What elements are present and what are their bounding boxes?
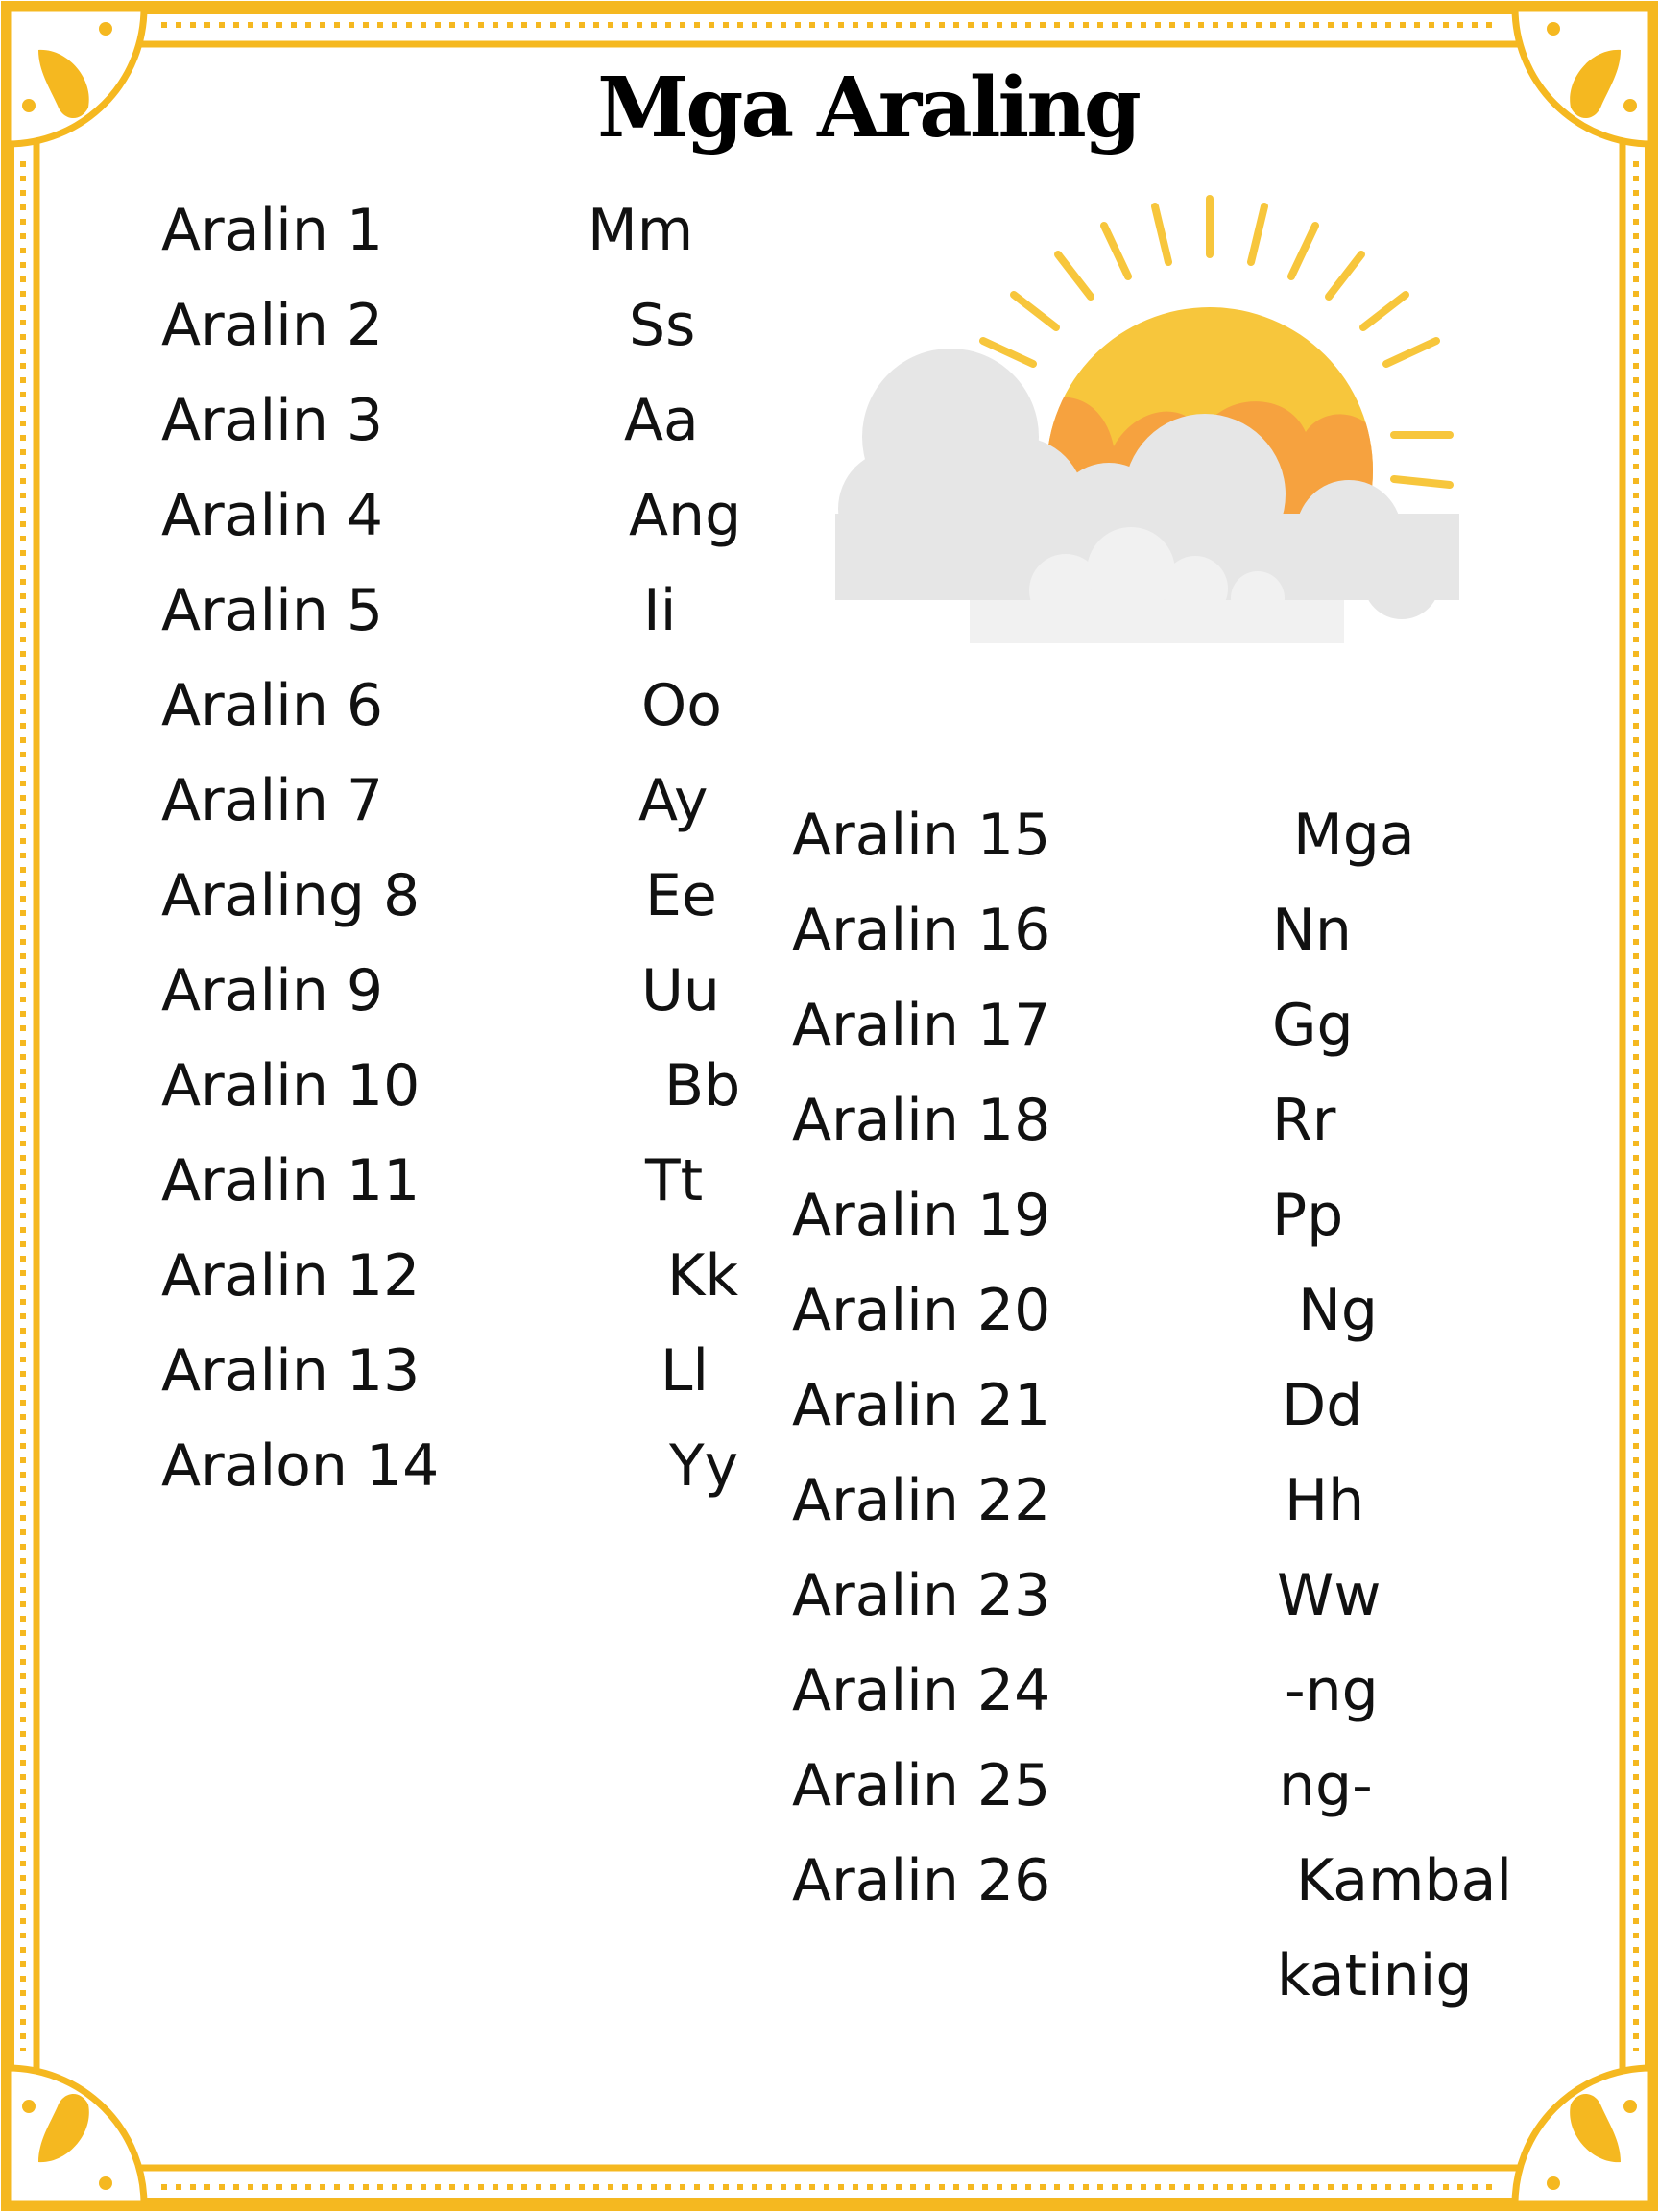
lesson-label: Aralin 1	[161, 197, 384, 264]
lesson-letter: -ng	[1285, 1657, 1379, 1724]
lesson-letter: Pp	[1272, 1182, 1344, 1249]
lesson-label: Aralin 13	[161, 1337, 421, 1405]
lesson-letter: Hh	[1285, 1467, 1365, 1534]
lesson-letter: Ll	[661, 1337, 709, 1405]
lesson-label: Aralin 23	[792, 1562, 1051, 1629]
corner-ornament-icon	[1515, 2068, 1651, 2204]
sun-icon	[826, 187, 1459, 658]
lesson-letter: Ww	[1277, 1562, 1382, 1629]
lesson-label: Aralin 15	[792, 802, 1051, 869]
lesson-letter: Ng	[1298, 1277, 1378, 1344]
lesson-letter: Nn	[1272, 897, 1352, 964]
lesson-label: Aralin 21	[792, 1372, 1051, 1439]
lesson-letter: Ss	[629, 292, 696, 359]
lesson-label: Aralin 5	[161, 577, 384, 644]
corner-ornament-icon	[8, 2068, 144, 2204]
lesson-letter: Uu	[641, 957, 720, 1024]
lesson-label: Aralin 12	[161, 1242, 421, 1310]
lesson-letter: Bb	[664, 1052, 741, 1119]
lesson-letter: Oo	[641, 672, 722, 739]
lesson-label: Aralin 17	[792, 992, 1051, 1059]
lesson-label: Aralin 3	[161, 387, 384, 454]
lesson-label: Aralin 7	[161, 767, 384, 834]
lesson-label: Aralin 9	[161, 957, 384, 1024]
lesson-label: Aralin 24	[792, 1657, 1051, 1724]
lesson-label: Aralin 16	[792, 897, 1051, 964]
lesson-letter: Gg	[1272, 992, 1354, 1059]
lesson-label: Aralin 26	[792, 1847, 1051, 1914]
lesson-letter: Yy	[669, 1432, 739, 1500]
lesson-label: Aralin 10	[161, 1052, 421, 1119]
lesson-letter: Aa	[624, 387, 699, 454]
lesson-label: Aralin 11	[161, 1147, 421, 1214]
lesson-letter: Ee	[645, 862, 717, 929]
lesson-label: Aralin 22	[792, 1467, 1051, 1534]
lesson-label: Aralin 4	[161, 482, 384, 549]
lesson-letter: katinig	[1277, 1942, 1473, 2009]
lesson-letter: Tt	[645, 1147, 704, 1214]
lesson-letter: Ii	[643, 577, 677, 644]
lesson-label: Aralin 25	[792, 1752, 1051, 1819]
lesson-label: Aralin 20	[792, 1277, 1051, 1344]
lesson-letter: Kambal	[1296, 1847, 1513, 1914]
lesson-label: Aralin 6	[161, 672, 384, 739]
lesson-label: Aralon 14	[161, 1432, 440, 1500]
lesson-label: Aralin 2	[161, 292, 384, 359]
lesson-letter: Mga	[1293, 802, 1415, 869]
lesson-letter: Ang	[629, 482, 742, 549]
lesson-letter: ng-	[1279, 1752, 1373, 1819]
lesson-label: Aralin 18	[792, 1087, 1051, 1154]
lesson-letter: Mm	[588, 197, 694, 264]
lesson-letter: Kk	[667, 1242, 739, 1310]
page-title: Mga Araling	[597, 60, 1139, 156]
lesson-letter: Ay	[638, 767, 709, 834]
lesson-letter: Dd	[1282, 1372, 1363, 1439]
lesson-label: Araling 8	[161, 862, 421, 929]
lesson-label: Aralin 19	[792, 1182, 1051, 1249]
lesson-letter: Rr	[1272, 1087, 1336, 1154]
